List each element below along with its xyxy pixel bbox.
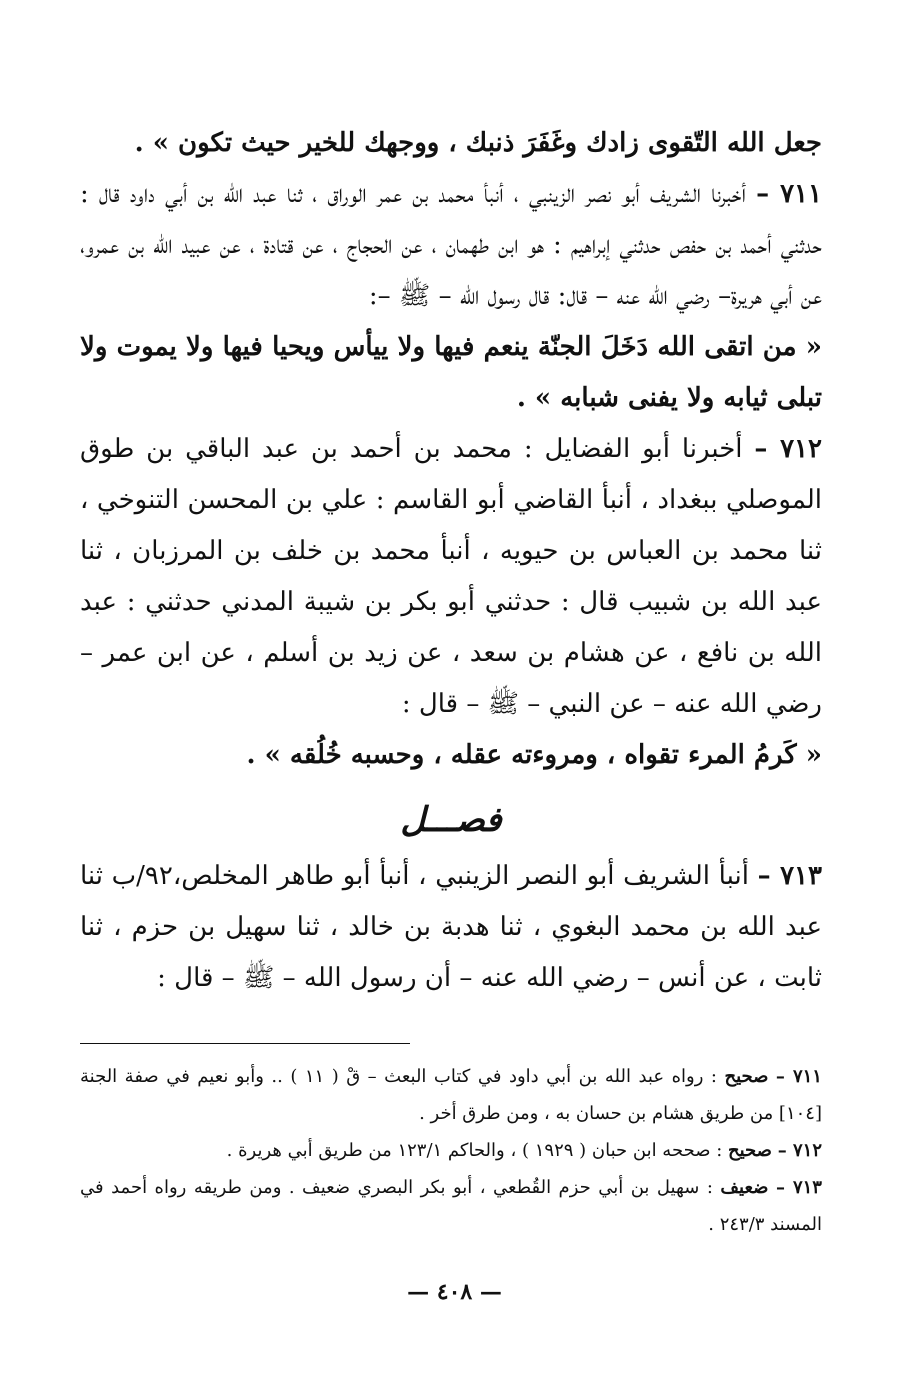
page-number: — ٤٠٨ — bbox=[407, 1279, 502, 1305]
footnote-711 bbox=[80, 1058, 822, 1132]
footnote-grade: صحيح bbox=[724, 1066, 769, 1087]
hadith-matn: « من اتقى الله دَخَلَ الجنّة ينعم فيها ولا ييأس ويحيا فيها ولا يموت ولا تبلى ثيابه ولا يفنى شبابه » . bbox=[80, 332, 822, 413]
hadith-number: ٧١٢ – bbox=[754, 434, 822, 464]
hadith-matn: « كَرمُ المرء تقواه ، ومروءته عقله ، وحسبه خُلُقه » . bbox=[246, 740, 822, 770]
footnote-number: ٧١٢ – bbox=[777, 1140, 822, 1161]
footnote-text: : رواه عبد الله بن أبي داود في كتاب البعث – قْ ( ١١ ) .. وأبو نعيم في صفة الجنة [١٠٤] من طريق هشام بن حسان به ، ومن طرق أخر . bbox=[80, 1066, 822, 1124]
footnote-number: ٧١١ – bbox=[775, 1066, 822, 1087]
hadith-711 bbox=[80, 169, 822, 322]
hadith-713 bbox=[80, 851, 822, 1004]
footnote-text: : صححه ابن حبان ( ١٩٢٩ ) ، والحاكم ١٢٣/١ من طريق أبي هريرة . bbox=[226, 1140, 723, 1161]
main-text bbox=[80, 118, 822, 1004]
section-title: فصـــل bbox=[400, 800, 502, 840]
hadith-number: ٧١٣ – bbox=[757, 861, 822, 891]
footnote-712 bbox=[80, 1132, 822, 1169]
continuation-text: جعل الله التّقوى زادك وغَفَرَ ذنبك ، ووجهك للخير حيث تكون » . bbox=[134, 128, 822, 158]
footnote-divider bbox=[80, 1043, 410, 1044]
hadith-number: ٧١١ – bbox=[756, 179, 822, 209]
footnote-713 bbox=[80, 1169, 822, 1243]
footnotes bbox=[80, 1058, 822, 1243]
hadith-isnad: أخبرنا أبو الفضايل : محمد بن أحمد بن عبد الباقي بن طوق الموصلي ببغداد ، أنبأ القاضي أبو القاسم : علي بن المحسن التنوخي ، ثنا محمد بن العباس بن حيويه ، أنبأ محمد بن خلف بن المرزبان ، ثنا عبد الله بن شبيب قال : حدثني أبو بكر بن شيبة المدني حدثني : عبد الله بن نافع ، عن هشام بن سعد ، عن زيد بن أسلم ، عن ابن عمر – رضي الله عنه – عن النبي – ﷺ – قال : bbox=[80, 434, 822, 719]
hadith-712 bbox=[80, 424, 822, 730]
hadith-isnad: أخبرنا الشريف أبو نصر الزينبي ، أنبأ محمد بن عمر الوراق ، ثنا عبد الله بن أبي داود قال : حدثني أحمد بن حفص حدثني إبراهيم : هو ابن طهمان ، عن الحجاج ، عن قتادة ، عن عبيد الله بن عمرو، عن أبي هريرة– رضي الله عنه – قال: قال رسول الله – ﷺ –: bbox=[80, 179, 822, 311]
footnote-text: : سهيل بن أبي حزم القُطعي ، أبو بكر البصري ضعيف . ومن طريقه رواه أحمد في المسند ٢٤٣/٣ . bbox=[80, 1177, 822, 1235]
footnote-number: ٧١٣ – bbox=[775, 1177, 822, 1198]
footnote-grade: ضعيف bbox=[720, 1177, 769, 1198]
hadith-isnad: أنبأ الشريف أبو النصر الزينبي ، أنبأ أبو طاهر المخلص،٩٢/ب ثنا عبد الله بن محمد البغوي ، ثنا هدبة بن خالد ، ثنا سهيل بن حزم ، ثنا ثابت ، عن أنس – رضي الله عنه – أن رسول الله – ﷺ – قال : bbox=[80, 861, 822, 993]
footnote-grade: صحيح bbox=[728, 1140, 772, 1161]
